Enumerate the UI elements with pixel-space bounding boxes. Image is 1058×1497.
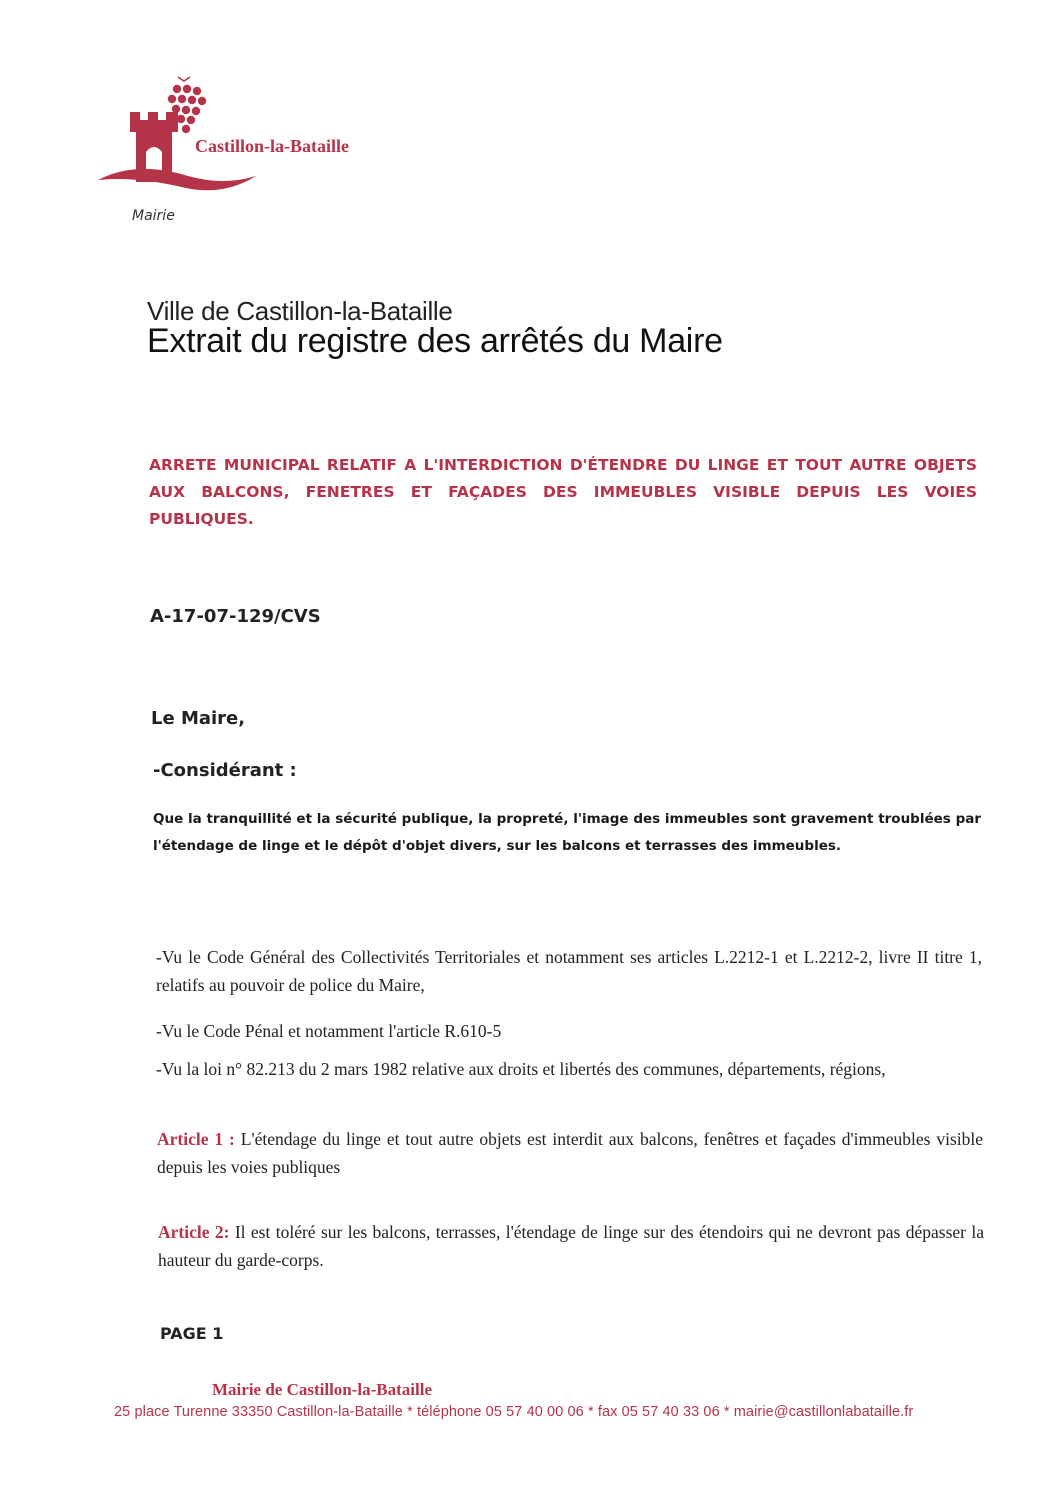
- vu-loi-1982: -Vu la loi n° 82.213 du 2 mars 1982 relative aux droits et libertés des communes, départements, régions,: [156, 1059, 886, 1079]
- footer-name: Mairie de Castillon-la-Bataille: [212, 1380, 433, 1399]
- vu-code-penal: -Vu le Code Pénal et notamment l'article R.610-5: [156, 1021, 502, 1041]
- article-1: [157, 1125, 983, 1181]
- article-2: [158, 1218, 984, 1274]
- vu-cgct: -Vu le Code Général des Collectivités Territoriales et notamment ses articles L.2212-1 et L.2212-2, livre II titre 1, relatifs au pouvoir de police du Maire,: [156, 947, 982, 995]
- swoosh-icon: [98, 169, 256, 190]
- article-1-label: Article 1 :: [157, 1129, 235, 1149]
- footer-address: 25 place Turenne 33350 Castillon-la-Bataille * téléphone 05 57 40 00 06 * fax 05 57 40 33 06 * mairie@castillonlabataille.fr: [114, 1404, 914, 1420]
- arrete-reference: A-17-07-129/CVS: [150, 606, 321, 627]
- ville-heading: Ville de Castillon-la-Bataille: [147, 296, 453, 326]
- article-2-label: Article 2:: [158, 1222, 230, 1242]
- considerant-heading: -Considérant :: [153, 760, 297, 781]
- page-number: PAGE 1: [160, 1324, 224, 1343]
- logo-subtitle: Mairie: [132, 208, 175, 224]
- article-1-text: L'étendage du linge et tout autre objets est interdit aux balcons, fenêtres et façades d'immeubles visible depuis les voies publiques: [157, 1129, 984, 1177]
- arrete-title: ARRETE MUNICIPAL RELATIF A L'INTERDICTION D'ÉTENDRE DU LINGE ET TOUT AUTRE OBJETS AUX BALCONS, FENETRES ET FAÇADES DES IMMEUBLES VISIBLE DEPUIS LES VOIES PUBLIQUES.: [149, 456, 977, 528]
- le-maire-heading: Le Maire,: [151, 708, 246, 729]
- considerant-paragraph: Que la tranquillité et la sécurité publique, la propreté, l'image des immeubles sont gravement troublées par l'étendage de linge et le dépôt d'objet divers, sur les balcons et terrasses des immeubles.: [153, 811, 981, 854]
- logo-name: Castillon-la-Bataille: [195, 136, 349, 156]
- page-title: Extrait du registre des arrêtés du Maire: [147, 322, 723, 360]
- article-2-text: Il est toléré sur les balcons, terrasses, l'étendage de linge sur des étendoirs qui ne devront pas dépasser la hauteur du garde-corps.: [158, 1222, 984, 1270]
